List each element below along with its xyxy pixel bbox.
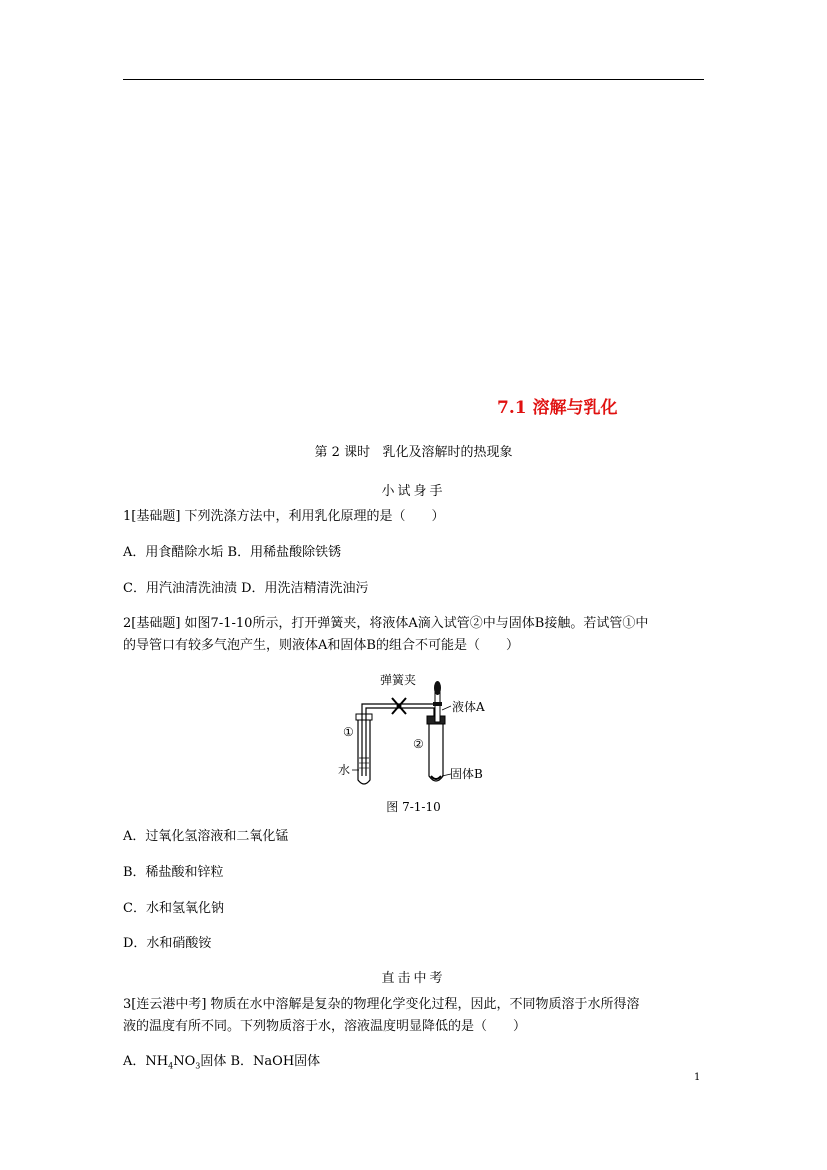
label-solid-b: 固体B <box>450 767 483 781</box>
question-3-options: A．$NH_4NO_3$固体 B．NaOH固体 <box>123 1054 321 1071</box>
question-1-stem: 1[基础题] 下列洗涤方法中，利用乳化原理的是（ ） <box>123 509 445 524</box>
question-2-option-d: D．水和硝酸铵 <box>123 936 212 951</box>
apparatus-figure <box>330 666 500 791</box>
label-tube-1: ① <box>343 725 354 739</box>
question-2-stem-line2: 的导管口有较多气泡产生，则液体A和固体B的组合不可能是（ ） <box>123 638 519 653</box>
question-3-stem-line1: 3[连云港中考] 物质在水中溶解是复杂的物理化学变化过程，因此，不同物质溶于水所得溶 <box>123 997 640 1012</box>
label-liquid-a: 液体A <box>452 700 485 714</box>
header-rule <box>123 79 704 80</box>
lesson-subtitle: 第 2 课时 乳化及溶解时的热现象 <box>314 445 513 460</box>
question-2-option-b: B．稀盐酸和锌粒 <box>123 865 224 880</box>
section-heading-practice: 小试身手 <box>381 484 446 499</box>
section-title: 7.1 溶解与乳化 <box>497 398 618 418</box>
question-3-stem-line2: 液的温度有所不同。下列物质溶于水，溶液温度明显降低的是（ ） <box>123 1019 527 1034</box>
question-2-stem-line1: 2[基础题] 如图7-1-10所示，打开弹簧夹，将液体A滴入试管②中与固体B接触。若试管①中 <box>123 616 649 631</box>
label-tube-2: ② <box>413 737 424 751</box>
question-1-options-ab: A．用食醋除水垢 B．用稀盐酸除铁锈 <box>123 545 342 560</box>
question-2-option-a: A．过氧化氢溶液和二氧化锰 <box>123 829 289 844</box>
label-water: 水 <box>338 763 351 777</box>
label-clip: 弹簧夹 <box>380 673 417 687</box>
page-number: 1 <box>694 1072 701 1083</box>
section-heading-exam: 直击中考 <box>381 971 446 986</box>
question-2-option-c: C．水和氢氧化钠 <box>123 901 224 916</box>
question-1-options-cd: C．用汽油清洗油渍 D．用洗洁精清洗油污 <box>123 581 369 596</box>
figure-caption: 图 7-1-10 <box>386 800 441 814</box>
